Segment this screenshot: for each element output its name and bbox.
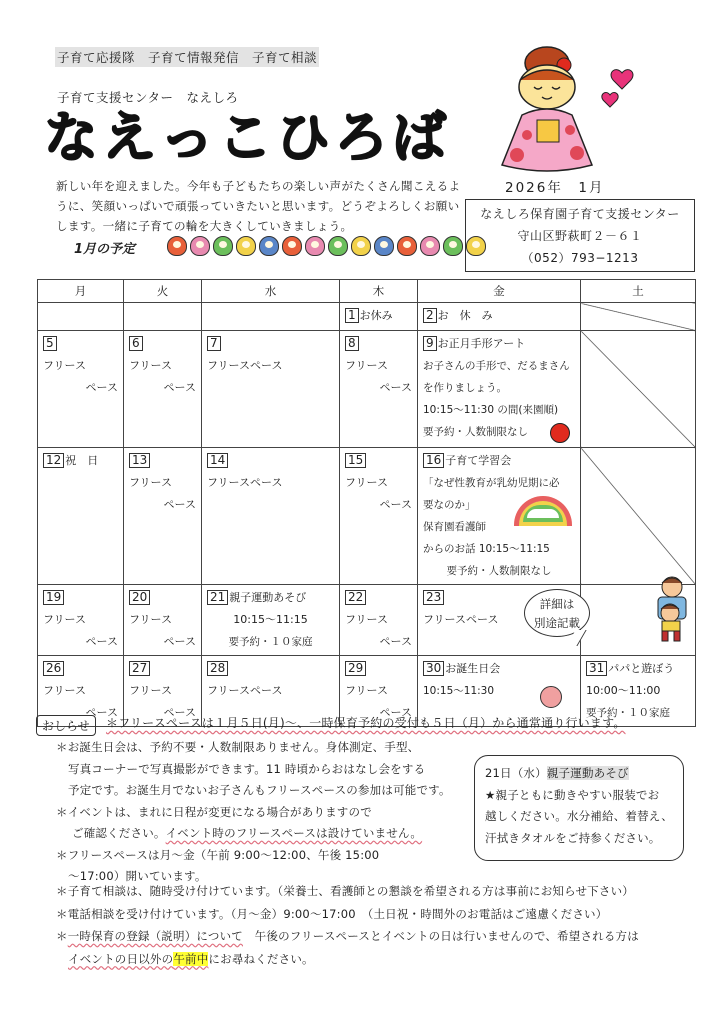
notice-text: ご確認ください。 (72, 826, 166, 840)
parent-child-exercise-box (474, 755, 684, 861)
daruma-icon (213, 236, 233, 256)
side-box-title (485, 763, 673, 785)
day-event: フリース (129, 684, 173, 697)
event-title: 子育て学習会 (445, 454, 512, 467)
day-number: 22 (345, 590, 366, 605)
day-event: ペース (85, 381, 118, 394)
day-cell-22 (340, 585, 418, 656)
event-detail: お子さんの手形で、だるまさん (423, 360, 570, 372)
day-number: 15 (345, 453, 366, 468)
week-row-2 (38, 448, 696, 585)
daruma-icon (550, 423, 570, 443)
day-cell-8 (340, 331, 418, 448)
day-number: 6 (129, 336, 143, 351)
day-number: 7 (207, 336, 221, 351)
day-event: フリース (43, 613, 87, 626)
side-box-date: 21日（水） (485, 766, 547, 780)
day-event: ペース (85, 706, 118, 719)
side-box-text: 汗拭きタオルをご持参ください。 (485, 830, 661, 845)
notice-highlight: 午前中 (173, 951, 209, 966)
intro-message: 新しい年を迎えました。今年も子どもたちの楽しい声がたくさん聞こえるように、笑顔いっぱいで頑張っていきたいと思います。どうぞよろしくお願いします。一緒に子育ての輪を大きくしていきましょう。 (56, 179, 461, 233)
event-time: 10:15～11:30 (423, 685, 495, 697)
details-speech-bubble (524, 589, 590, 637)
notice-birthday: ＊お誕生日会は、予約不要・人数制限ありません。身体測定、手型、 (56, 740, 420, 754)
weekday-thu: 木 (340, 280, 418, 303)
notice-temp-care (56, 948, 639, 971)
day-cell-empty (581, 448, 696, 585)
notice-birthday: 予定です。お誕生月でないお子さんもフリースペースの参加は可能です。 (68, 783, 451, 797)
day-number: 23 (423, 590, 444, 605)
day-number: 21 (207, 590, 228, 605)
weekday-sat: 土 (581, 280, 696, 303)
notice-freespace-restart: ＊フリースペースは１月５日(月)～、一時保育予約の受付も５日（月）から通常通り行います。 (106, 716, 626, 730)
day-event: フリース (345, 613, 389, 626)
day-number: 20 (129, 590, 150, 605)
event-detail: 要なのか」 (423, 499, 476, 511)
weekday-wed: 水 (202, 280, 340, 303)
event-title: お正月手形アート (437, 337, 526, 350)
side-box-event: 親子運動あそび (546, 766, 629, 780)
side-box-text: 越しください。水分補給、着替え、 (485, 809, 673, 823)
day-event: フリースペース (207, 684, 283, 697)
phone-number: （052）793−1213 (521, 251, 639, 265)
schedule-label: 1月の予定 (74, 242, 136, 257)
notice-freespace-hours: ～17:00）開いています。 (68, 869, 207, 883)
event-detail: 「なぜ性教育が乳幼児期に必 (423, 477, 560, 489)
day-number: 31 (586, 661, 607, 676)
day-event: フリースペース (423, 613, 499, 626)
day-event: ペース (163, 498, 196, 511)
event-note: 要予約・人数制限なし (423, 426, 528, 438)
weekday-mon: 月 (38, 280, 124, 303)
center-subtitle: 子育て支援センター なえしろ (57, 90, 239, 105)
daruma-icon (305, 236, 325, 256)
daruma-icon (420, 236, 440, 256)
day-event: ペース (379, 635, 412, 648)
daruma-icon (351, 236, 371, 256)
week-row-1 (38, 331, 696, 448)
bubble-text: 詳細は (539, 597, 575, 611)
day-cell-15 (340, 448, 418, 585)
calendar-table (37, 279, 696, 727)
day-event: ペース (379, 381, 412, 394)
day-cell-empty (581, 331, 696, 448)
day-cell-1 (340, 303, 418, 331)
daruma-decoration-row (167, 236, 486, 256)
day-cell-6 (124, 331, 202, 448)
event-time: からのお話 10:15～11:15 (423, 543, 550, 555)
day-event: フリース (345, 684, 389, 697)
notice-event (56, 823, 486, 845)
week-row-3 (38, 585, 696, 656)
day-event: ペース (163, 635, 196, 648)
day-event: フリース (129, 476, 173, 489)
day-number: 16 (423, 453, 444, 468)
org-name: なえしろ保育園子育て支援センター (480, 207, 680, 221)
notice-phone: ＊電話相談を受け付けています。（月～金）9:00～17:00 （土日祝・時間外のお電話はご遠慮ください） (56, 906, 608, 921)
event-time: 10:15～11:15 (233, 613, 308, 626)
day-event: フリース (129, 613, 173, 626)
notice-list-wide (56, 880, 639, 970)
week-row-0 (38, 303, 696, 331)
day-number: 29 (345, 661, 366, 676)
notice-text: ＊ (56, 929, 68, 943)
day-cell-21 (202, 585, 340, 656)
notice-birthday: 写真コーナーで写真撮影ができます。11 時頃からおはなし会をする (68, 761, 426, 776)
event-title: 親子運動あそび (229, 591, 307, 604)
notice-text: 午後のフリースペースとイベントの日は行いませんので、希望される方は (242, 929, 639, 943)
day-event: フリースペース (207, 359, 283, 372)
event-detail: を作りましょう。 (423, 382, 507, 394)
weekday-header-row (38, 280, 696, 303)
event-title: お誕生日会 (445, 662, 501, 675)
notice-temp-care (56, 925, 639, 948)
day-cell-empty (202, 303, 340, 331)
day-number: 8 (345, 336, 359, 351)
day-cell-14 (202, 448, 340, 585)
daruma-icon (282, 236, 302, 256)
event-time: 10:00～11:00 (586, 684, 661, 697)
notice-text-emphasis: 一時保育の登録（説明）について (67, 929, 243, 943)
day-event: ペース (85, 635, 118, 648)
street-address: 守山区野萩町２－６１ (517, 229, 643, 243)
father-child-illustration (650, 575, 692, 643)
party-bear-icon (540, 686, 562, 708)
day-event: お休み (359, 309, 393, 322)
day-cell-12 (38, 448, 124, 585)
day-number: 13 (129, 453, 150, 468)
day-cell-19 (38, 585, 124, 656)
issue-date: 2026年 1月 (505, 180, 605, 196)
day-cell-16 (418, 448, 581, 585)
bubble-text: 別途記載 (534, 616, 580, 630)
notice-freespace-hours: ＊フリースペースは月～金（午前 9:00～12:00、午後 15:00 (56, 847, 380, 862)
day-cell-empty (38, 303, 124, 331)
notice-consult: ＊子育て相談は、随時受け付けています。（栄養士、看護師との懇談を希望される方は事前にお知らせ下さい） (56, 884, 634, 898)
notice-text: にお尋ねください。 (208, 951, 314, 966)
day-event: フリース (345, 476, 389, 489)
daruma-icon (397, 236, 417, 256)
day-event: フリース (43, 359, 87, 372)
day-number: 1 (345, 308, 359, 323)
day-cell-empty (124, 303, 202, 331)
day-number: 14 (207, 453, 228, 468)
daruma-icon (328, 236, 348, 256)
day-number: 12 (43, 453, 64, 468)
daruma-icon (374, 236, 394, 256)
day-cell-7 (202, 331, 340, 448)
day-event: フリース (43, 684, 87, 697)
weekday-tue: 火 (124, 280, 202, 303)
day-event: フリースペース (207, 476, 283, 489)
day-number: 28 (207, 661, 228, 676)
event-note: 要予約・１０家庭 (228, 636, 313, 648)
event-time: 10:15～11:30 の間(来園順) (423, 404, 559, 416)
event-note: 要予約・人数制限なし (446, 565, 552, 577)
day-number: 27 (129, 661, 150, 676)
notice-text-emphasis: イベント時のフリースペースは設けていません。 (165, 826, 423, 840)
daruma-icon (190, 236, 210, 256)
day-cell-13 (124, 448, 202, 585)
daruma-icon (259, 236, 279, 256)
day-event: フリース (129, 359, 173, 372)
notice-list (56, 737, 486, 888)
address-box (465, 199, 695, 272)
day-cell-9 (418, 331, 581, 448)
notice-text-emphasis: イベントの日以外の (68, 951, 174, 966)
day-event: ペース (379, 498, 412, 511)
day-event: ペース (163, 381, 196, 394)
day-event: お 休 み (437, 309, 493, 322)
holiday-label: 祝 日 (65, 454, 99, 467)
day-number: 19 (43, 590, 64, 605)
notice-event: ＊イベントは、まれに日程が変更になる場合がありますので (56, 804, 372, 819)
event-title: パパと遊ぼう (608, 662, 675, 675)
event-detail: 保育園看護師 (423, 521, 486, 533)
day-number: 9 (423, 336, 437, 351)
daruma-icon (236, 236, 256, 256)
day-cell-5 (38, 331, 124, 448)
day-number: 26 (43, 661, 64, 676)
weekday-fri: 金 (418, 280, 581, 303)
newsletter-title: なえっこひろば (44, 106, 450, 169)
day-event: ペース (163, 706, 196, 719)
daruma-icon (466, 236, 486, 256)
tagline: 子育て応援隊 子育て情報発信 子育て相談 (55, 47, 319, 67)
notice-tag: おしらせ (36, 715, 96, 736)
event-note: 要予約・１０家庭 (586, 707, 670, 719)
day-cell-empty (581, 303, 696, 331)
daruma-icon (167, 236, 187, 256)
day-number: 2 (423, 308, 437, 323)
daruma-icon (443, 236, 463, 256)
day-event: ペース (379, 706, 412, 719)
day-cell-20 (124, 585, 202, 656)
kimono-girl-illustration (492, 25, 642, 175)
day-event: フリース (345, 359, 389, 372)
day-cell-2 (418, 303, 581, 331)
day-number: 5 (43, 336, 57, 351)
side-box-text: ★親子ともに動きやすい服装でお (485, 787, 660, 802)
day-number: 30 (423, 661, 444, 676)
